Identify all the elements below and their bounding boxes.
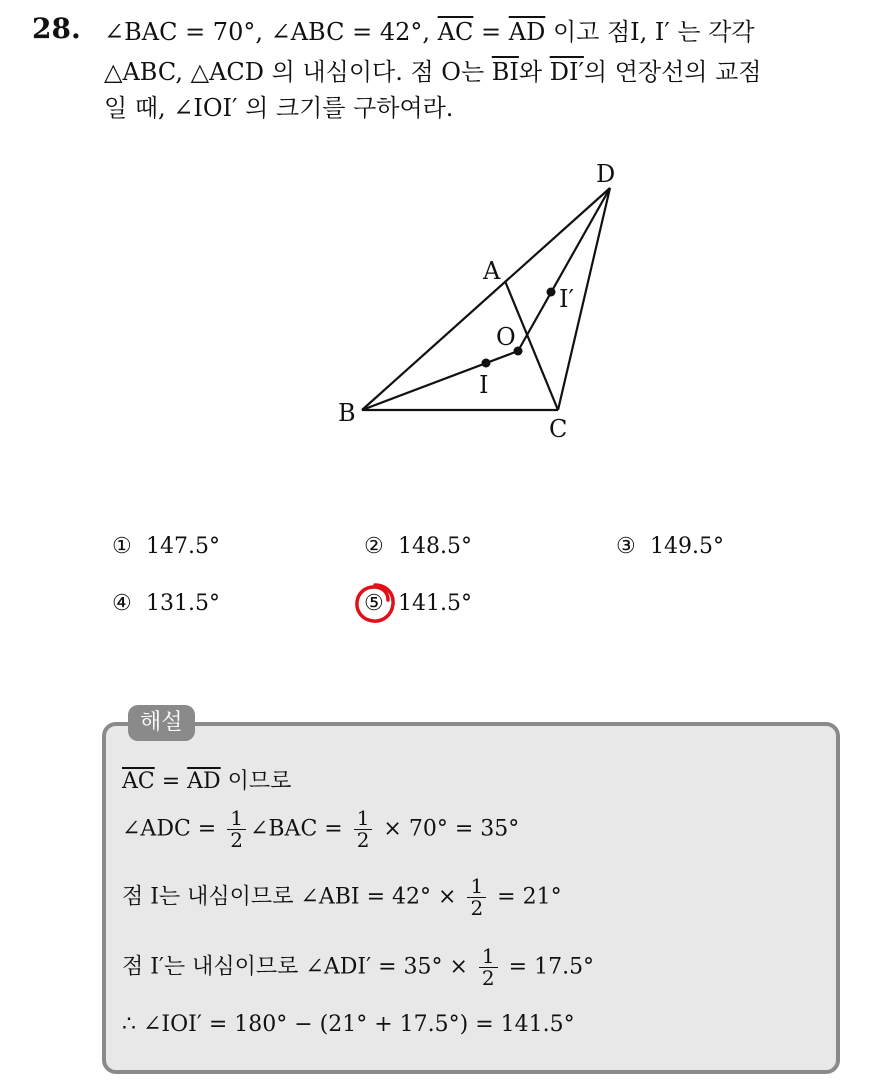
triangle-figure: [330, 155, 650, 455]
label-A: A: [483, 257, 501, 285]
question-number: 28.: [32, 12, 81, 45]
answer-circle-mark: [352, 580, 398, 626]
solution-line-1: $\overline{AC} = \overline{AD}$ 이므로: [122, 769, 292, 794]
label-C: C: [549, 415, 568, 443]
label-D: D: [596, 160, 616, 188]
fraction-half: $\frac{1}{2}$: [479, 946, 498, 989]
question-line-3: 일 때, ∠IOI′ 의 크기를 구하여라.: [104, 94, 454, 122]
solution-line-4: 점 I′는 내심이므로 ∠ADI′ = 35° × $\frac{1}{2}$ = 17.5°: [122, 944, 595, 990]
choice-1[interactable]: ① 147.5°: [112, 534, 220, 559]
choice-5[interactable]: ⑤ 141.5°: [364, 591, 472, 616]
point-I: [482, 359, 491, 368]
label-O: O: [496, 323, 516, 351]
solution-line-2: ∠ADC = $\frac{1}{2}$ ∠BAC = $\frac{1}{2}$ × 70° = 35°: [122, 806, 520, 852]
label-B: B: [338, 399, 356, 427]
fraction-half: $\frac{1}{2}$: [467, 876, 486, 919]
question-line-1: ∠BAC = 70°, ∠ABC = 42°, $\overline{AC} = \overline{AD}$ 이고 점I, I′ 는 각각: [104, 18, 755, 46]
solution-badge: 해설: [128, 705, 195, 741]
label-I2: I′: [559, 285, 574, 313]
segment-BI-extended: [362, 351, 518, 410]
choice-2[interactable]: ② 148.5°: [364, 534, 472, 559]
segment-DI2-extended: [518, 188, 610, 351]
point-I2: [547, 288, 556, 297]
fraction-half: $\frac{1}{2}$: [227, 808, 246, 851]
solution-line-5: ∴ ∠IOI′ = 180° − (21° + 17.5°) = 141.5°: [122, 1012, 575, 1037]
label-I: I: [479, 371, 489, 399]
choice-3[interactable]: ③ 149.5°: [616, 534, 724, 559]
fraction-half: $\frac{1}{2}$: [354, 808, 373, 851]
question-line-2: △ABC, △ACD 의 내심이다. 점 O는 $\overline{BI}$와 DI′의 연장선의 교점: [104, 58, 762, 86]
choice-4[interactable]: ④ 131.5°: [112, 591, 220, 616]
solution-line-3: 점 I는 내심이므로 ∠ABI = 42° × $\frac{1}{2}$ = 21°: [122, 874, 562, 920]
